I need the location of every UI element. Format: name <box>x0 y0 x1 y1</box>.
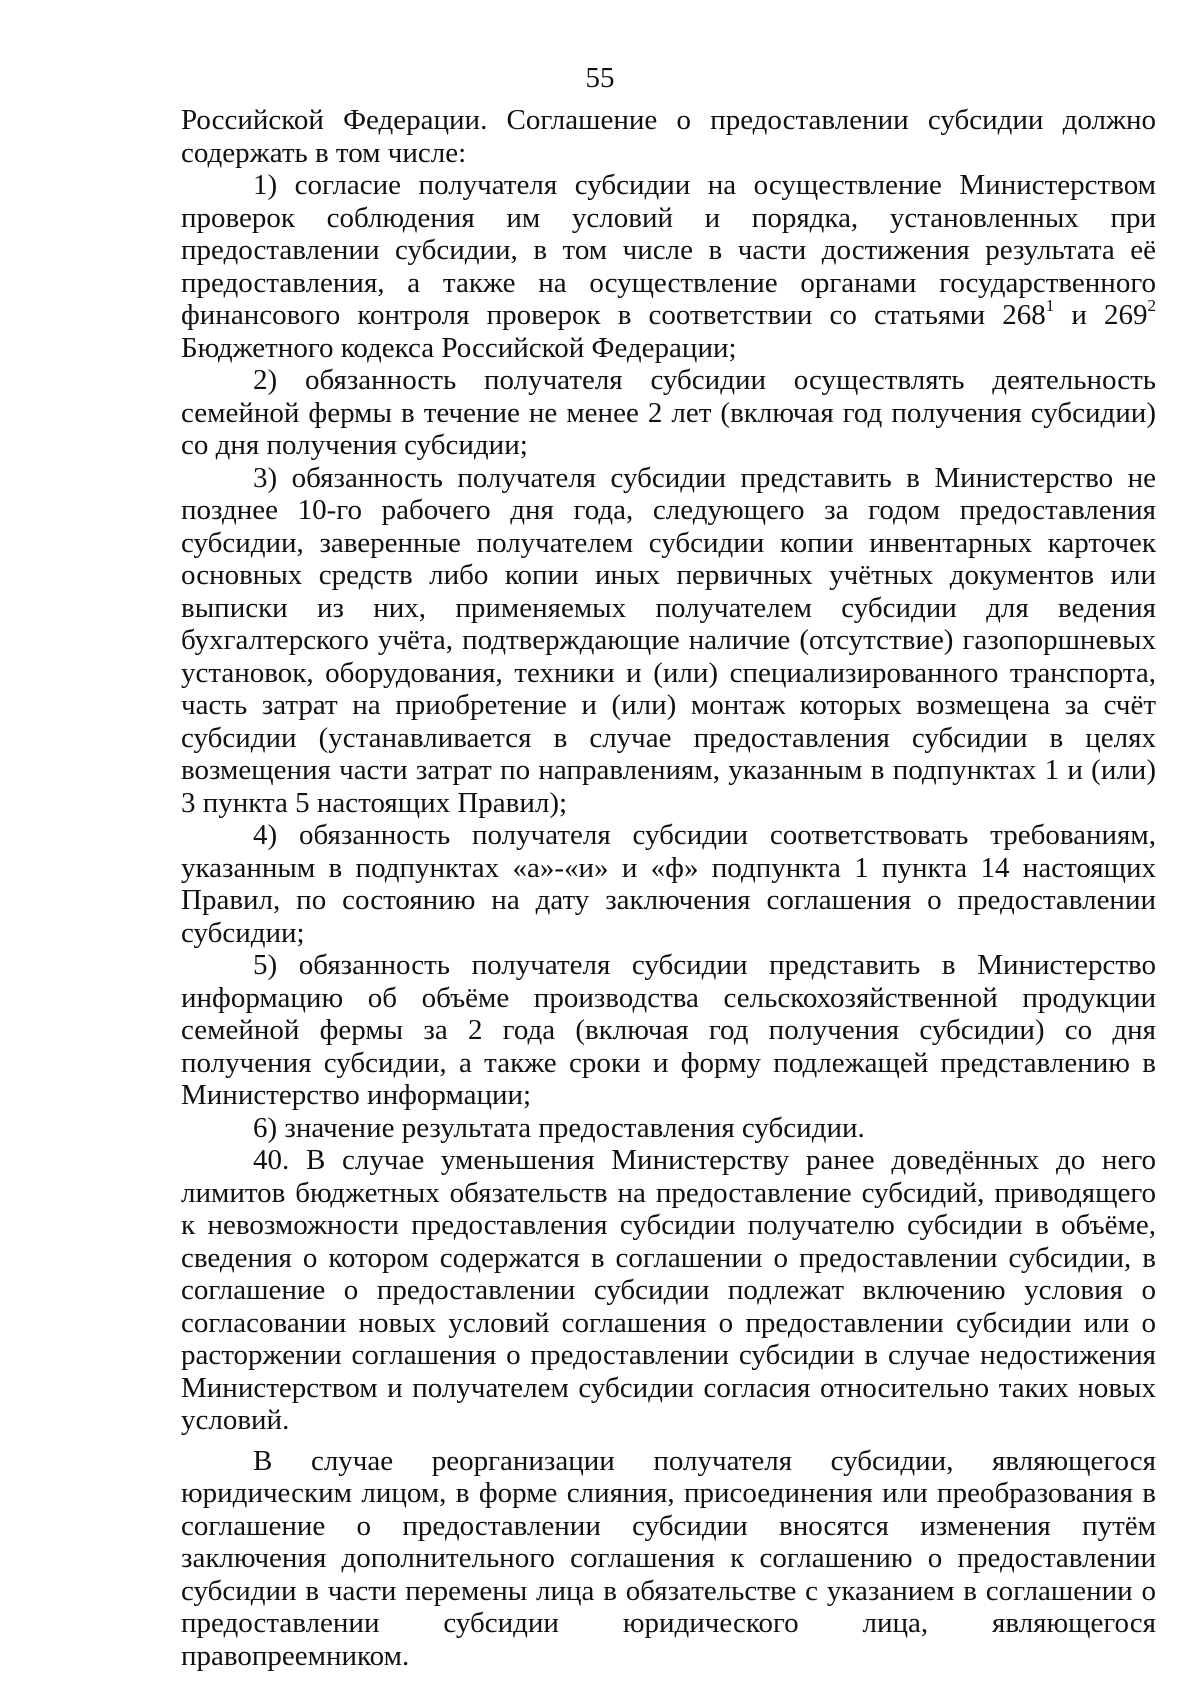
paragraph-item-6: 6) значение результата предоставления субсидии. <box>253 1111 865 1144</box>
paragraph-item-2: 2) обязанность получателя субсидии осуществлять деятельность семейной фермы в течение не менее 2 лет (включая год получения субсидии) со дня получения субсидии; <box>181 364 1156 461</box>
article-269-superscript: 2 <box>1147 296 1156 316</box>
paragraph-item-5: 5) обязанность получателя субсидии представить в Министерство информацию об объёме производства сельскохозяйственной продукции семейной фермы за 2 года (включая год получения субсидии) со дня получения субсидии, а также сроки и форму подлежащей представлению в Министерство информации; <box>181 949 1156 1111</box>
item-1-text-b: и 269 <box>1054 299 1148 331</box>
paragraph-intro: Российской Федерации. Соглашение о предоставлении субсидии должно содержать в том числе: <box>181 104 1156 169</box>
item-1-text-a: 1) согласие получателя субсидии на осуществление Министерством проверок соблюдения им условий и порядка, установленных при предоставлении субсидии, в том числе в части достижения результата её предоставления, а также на осуществление органами государственного финансового контроля проверок в соответствии со статьями 268 <box>181 169 1156 331</box>
document-body <box>181 104 1156 1672</box>
item-1-text-c: Бюджетного кодекса Российской Федерации; <box>181 331 737 364</box>
paragraph-item-1 <box>181 169 1156 364</box>
paragraph-item-3: 3) обязанность получателя субсидии представить в Министерство не позднее 10-го рабочего дня года, следующего за годом предоставления субсидии, заверенные получателем субсидии копии инвентарных карточек основных средств либо копии иных первичных учётных документов или выписки из них, применяемых получателем субсидии для ведения бухгалтерского учёта, подтверждающие наличие (отсутствие) газопоршневых установок, оборудования, техники и (или) специализированного транспорта, часть затрат на приобретение и (или) монтаж которых возмещена за счёт субсидии (устанавливается в случае предоставления субсидии в целях возмещения части затрат по направлениям, указанным в подпунктах 1 и (или) 3 пункта 5 настоящих Правил); <box>181 461 1156 819</box>
page-number: 55 <box>585 62 615 94</box>
paragraph-40: 40. В случае уменьшения Министерству ранее доведённых до него лимитов бюджетных обязательств на предоставление субсидий, приводящего к невозможности предоставления субсидии получателю субсидии в объёме, сведения о котором содержатся в соглашении о предоставлении субсидии, в соглашение о предоставлении субсидии подлежат включению условия о согласовании новых условий соглашения о предоставлении субсидии или о расторжении соглашения о предоставлении субсидии в случае недостижения Министерством и получателем субсидии согласия относительно таких новых условий. <box>181 1144 1156 1436</box>
paragraph-reorganization: В случае реорганизации получателя субсидии, являющегося юридическим лицом, в форме слияния, присоединения или преобразования в соглашение о предоставлении субсидии вносятся изменения путём заключения дополнительного соглашения к соглашению о предоставлении субсидии в части перемены лица в обязательстве с указанием в соглашении о предоставлении субсидии юридического лица, являющегося правопреемником. <box>181 1444 1156 1672</box>
paragraph-item-4: 4) обязанность получателя субсидии соответствовать требованиям, указанным в подпунктах «а»-«и» и «ф» подпункта 1 пункта 14 настоящих Правил, по состоянию на дату заключения соглашения о предоставлении субсидии; <box>181 819 1156 949</box>
article-268-superscript: 1 <box>1045 296 1055 316</box>
